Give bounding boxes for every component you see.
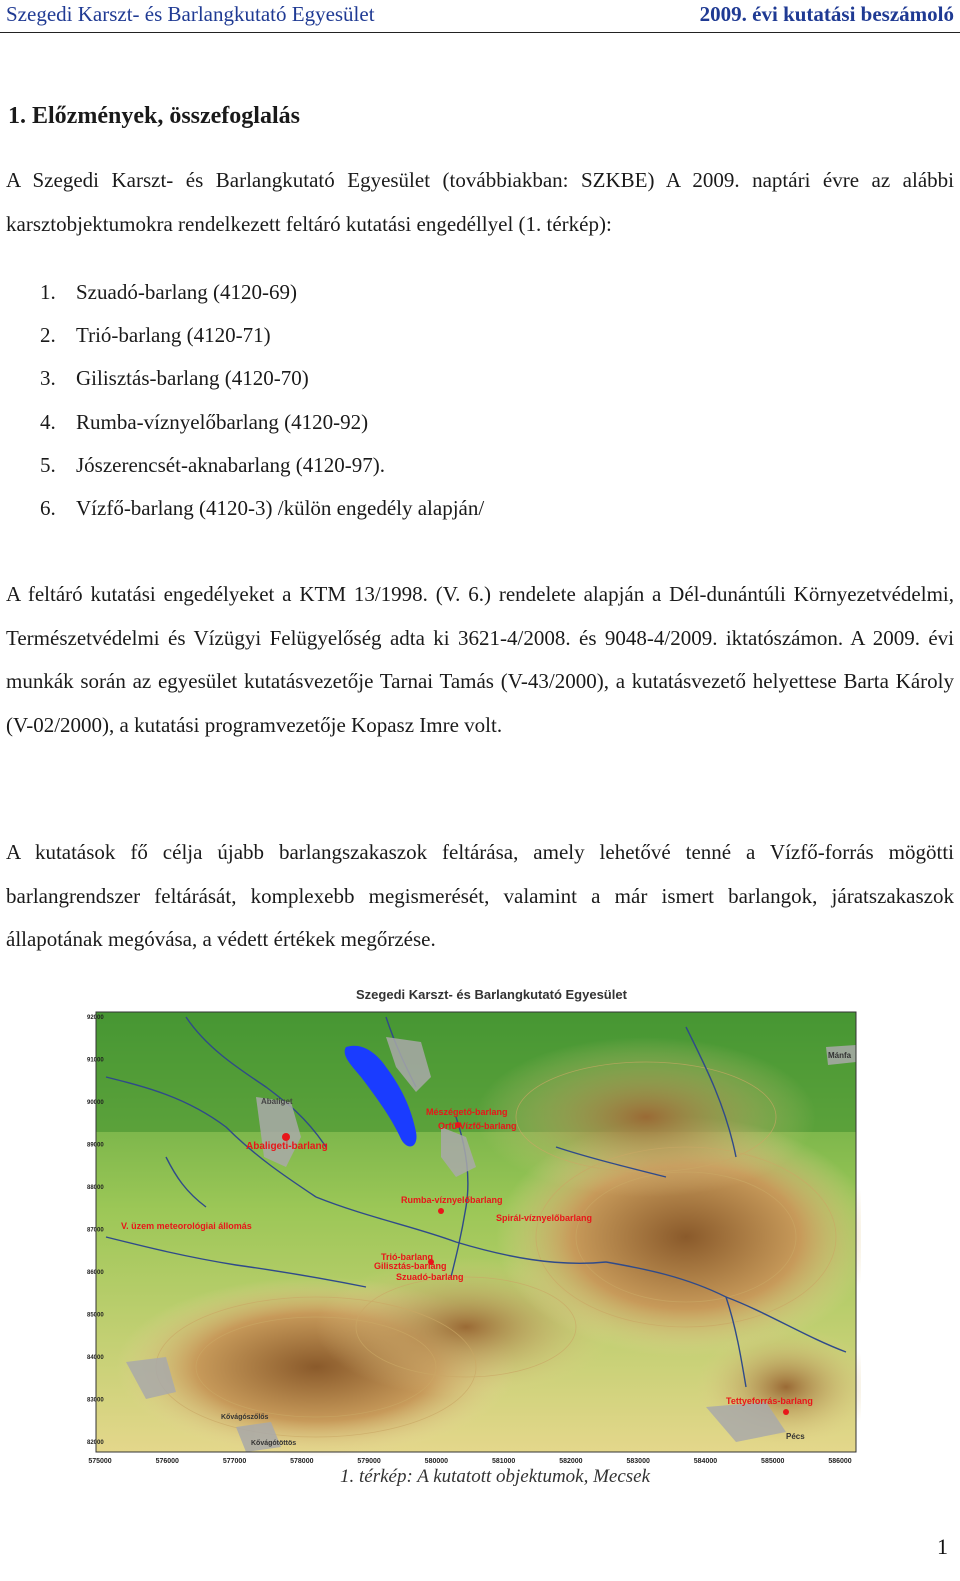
list-item: 4. Rumba-víznyelőbarlang (4120-92) bbox=[40, 409, 369, 434]
list-item: 1. Szuadó-barlang (4120-69) bbox=[40, 280, 298, 304]
x-tick-label: 575000 bbox=[88, 1458, 112, 1465]
x-tick-label: 584000 bbox=[693, 1458, 718, 1465]
list-item: 3. Gilisztás-barlang (4120-70) bbox=[40, 366, 309, 391]
x-tick-label: 582000 bbox=[559, 1458, 583, 1465]
label-giliszta: Gilisztás-barlang bbox=[374, 1261, 447, 1271]
map-graphic bbox=[86, 1007, 861, 1487]
y-tick-label: 85000 bbox=[87, 1312, 104, 1319]
x-tick-label: 583000 bbox=[626, 1458, 650, 1465]
list-item: 6. Vízfő-barlang (4120-3) /külön engedély alapján/ bbox=[40, 496, 485, 521]
x-tick-labels bbox=[88, 1458, 851, 1465]
y-tick-label: 92000 bbox=[87, 1015, 104, 1021]
label-spiral: Spirál-víznyelőbarlang bbox=[496, 1213, 593, 1223]
goal-paragraph: A kutatások fő célja újabb barlangszakaszok feltárása, amely lehetővé tenné a Vízfő-forrás mögötti barlangrendszer feltárását, komplexebb megismerését, valamint a már ismert barlangok, járatszakaszok állapotának megóvása, a védett értékek megőrzése. bbox=[6, 840, 954, 951]
header-report-title: 2009. évi kutatási beszámoló bbox=[699, 2, 954, 26]
x-tick-label: 576000 bbox=[155, 1458, 179, 1465]
label-kovago1: Kővágószőlős bbox=[221, 1414, 269, 1421]
y-tick-label: 84000 bbox=[87, 1355, 104, 1361]
map-caption: 1. térkép: A kutatott objektumok, Mecsek bbox=[340, 1466, 651, 1487]
page-header bbox=[0, 0, 960, 33]
label-manfa: Mánfa bbox=[828, 1051, 852, 1060]
hill-north bbox=[476, 1037, 816, 1197]
section-heading: 1. Előzmények, összefoglalás bbox=[8, 103, 300, 129]
x-tick-label: 585000 bbox=[761, 1458, 785, 1465]
label-pecs: Pécs bbox=[786, 1432, 805, 1441]
x-tick-label: 578000 bbox=[290, 1458, 314, 1465]
list-item: 5. Jószerencsét-aknabarlang (4120-97). bbox=[40, 452, 386, 477]
list-item: 2. Trió-barlang (4120-71) bbox=[40, 323, 271, 348]
x-tick-label: 586000 bbox=[828, 1458, 852, 1465]
x-tick-label: 580000 bbox=[424, 1458, 449, 1465]
label-trio: Trió-barlang bbox=[381, 1252, 434, 1262]
x-tick-label: 581000 bbox=[491, 1458, 516, 1465]
x-tick-label: 579000 bbox=[357, 1458, 381, 1465]
y-tick-label: 82000 bbox=[87, 1440, 104, 1446]
permit-paragraph: A feltáró kutatási engedélyeket a KTM 13/1998. (V. 6.) rendelete alapján a Dél-dunántúli Környezetvédelmi, Természetvédelmi és Vízügyi Felügyelőség adta ki 3621-4/2008. és 9048-4/2009. iktatószámon. A 2009. évi munkák során az egyesület kutatásvezetője Tarnai Tamás (V-43/2000), a kutatásvezető helyettese Barta Károly (V-02/2000), a kutatási programvezetője Kopasz Imre volt. bbox=[6, 582, 954, 737]
label-abaliget: Abaliget bbox=[261, 1097, 293, 1106]
intro-paragraph: A Szegedi Karszt- és Barlangkutató Egyesület (továbbiakban: SZKBE) A 2009. naptári évre az alábbi karsztobjektumokra rendelkezett feltáró kutatási engedéllyel (1. térkép): bbox=[6, 168, 954, 236]
y-tick-label: 86000 bbox=[87, 1270, 104, 1276]
map-title: Szegedi Karszt- és Barlangkutató Egyesület bbox=[356, 987, 627, 1002]
y-tick-label: 83000 bbox=[87, 1397, 104, 1404]
y-tick-label: 88000 bbox=[87, 1185, 104, 1191]
label-orfu-vizfo: Orfű Vízfő-barlang bbox=[438, 1121, 517, 1131]
label-rumba: Rumba-víznyelőbarlang bbox=[401, 1195, 503, 1205]
label-kovago2: Kővágótöttös bbox=[251, 1440, 297, 1447]
research-map bbox=[86, 985, 861, 1495]
label-station: V. üzem meteorológiai állomás bbox=[121, 1221, 252, 1231]
y-tick-label: 90000 bbox=[87, 1100, 104, 1106]
header-organization: Szegedi Karszt- és Barlangkutató Egyesület bbox=[6, 2, 375, 26]
y-tick-label: 87000 bbox=[87, 1227, 104, 1234]
label-tettye: Tettyeforrás-barlang bbox=[726, 1396, 813, 1406]
page-number: 1 bbox=[937, 1534, 948, 1559]
cave-list bbox=[40, 271, 484, 530]
y-tick-label: 89000 bbox=[87, 1142, 104, 1149]
label-meszegeto: Mészégető-barlang bbox=[426, 1107, 508, 1117]
label-szuado: Szuadó-barlang bbox=[396, 1272, 464, 1282]
label-abaliget-cave: Abaligeti-barlang bbox=[246, 1141, 328, 1152]
x-tick-label: 577000 bbox=[222, 1458, 247, 1465]
y-tick-label: 91000 bbox=[87, 1057, 104, 1064]
